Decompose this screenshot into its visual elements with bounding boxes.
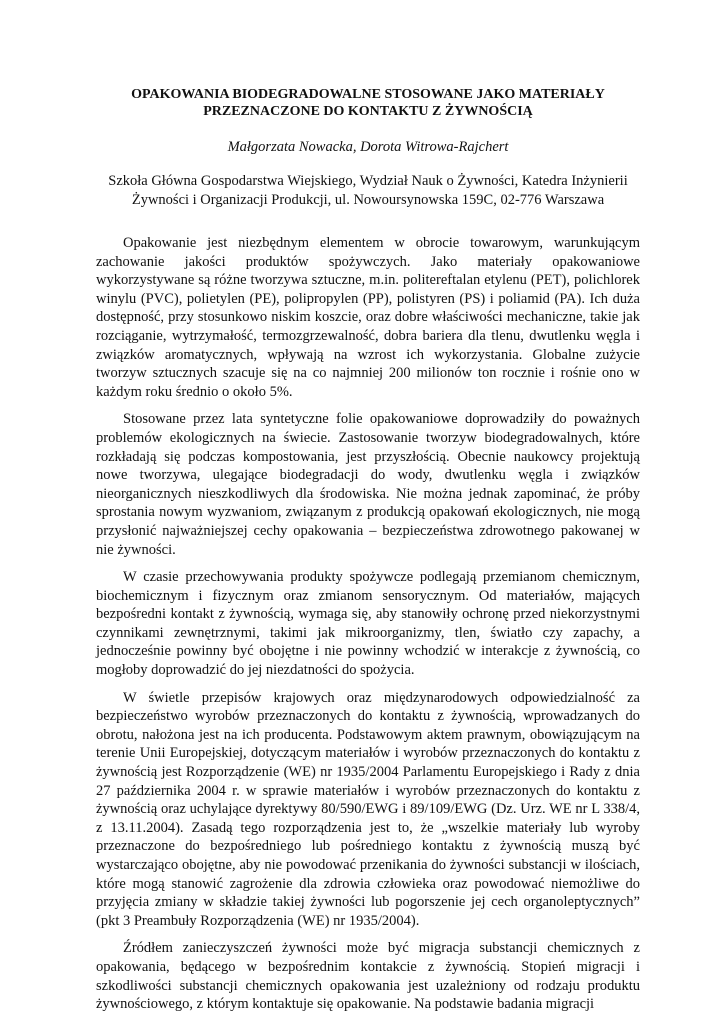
paper-title: OPAKOWANIA BIODEGRADOWALNE STOSOWANE JAKO MATERIAŁY PRZEZNACZONE DO KONTAKTU Z ŻYWNOŚCIĄ <box>131 87 605 119</box>
body-paragraph: Stosowane przez lata syntetyczne folie opakowaniowe doprowadziły do poważnych problemów ekologicznych na świecie. Zastosowanie tworzyw biodegradowalnych, które rozkładają się podczas kompostowania, jest przyszłością. Obecnie naukowcy projektują nowe tworzywa, ulegające biodegradacji do wody, dwutlenku węgla i związków nieorganicznych nieszkodliwych dla środowiska. Nie można jednak zapominać, że próby sprostania nowym wyzwaniom, związanym z produkcją opakowań ekologicznych, nie mogą przysłonić najważniejszej cechy opakowania – bezpieczeństwa zdrowotnego pakowanej w nie żywności. <box>96 411 640 558</box>
body-paragraph: Opakowanie jest niezbędnym elementem w obrocie towarowym, warunkującym zachowanie jakości produktów spożywczych. Jako materiały opakowaniowe wykorzystywane są różne tworzywa sztuczne, m.in. politereftalan etylenu (PET), polichlorek winylu (PVC), polietylen (PE), polipropylen (PP), polistyren (PS) i poliamid (PA). Ich duża dostępność, przy stosunkowo niskim koszcie, oraz dobre właściwości mechaniczne, takie jak rozciąganie, wytrzymałość, termozgrzewalność, dobra bariera dla tlenu, dwutlenku węgla i związków aromatycznych, wpływają na wzrost ich wykorzystania. Globalne zużycie tworzyw sztucznych szacuje się na co najmniej 200 milionów ton rocznie i rośnie ono w każdym roku średnio o około 5%. <box>96 235 640 400</box>
body-paragraph: Źródłem zanieczyszczeń żywności może być migracja substancji chemicznych z opakowania, będącego w bezpośrednim kontakcie z żywnością. Stopień migracji i szkodliwości substancji chemicznych opakowania jest uzależniony od rodzaju produktu żywnościowego, z którym kontaktuje się opakowanie. Na podstawie badania migracji <box>96 940 640 1013</box>
paper-authors: Małgorzata Nowacka, Dorota Witrowa-Rajchert <box>227 139 509 155</box>
paper-page <box>96 86 640 1023</box>
body-paragraph: W świetle przepisów krajowych oraz międzynarodowych odpowiedzialność za bezpieczeństwo wyrobów przeznaczonych do kontaktu z żywnością, wprowadzanych do obrotu, nałożona jest na ich producenta. Podstawowym aktem prawnym, obowiązującym na terenie Unii Europejskiej, dotyczącym materiałów i wyrobów przeznaczonych do kontaktu z żywnością jest Rozporządzenie (WE) nr 1935/2004 Parlamentu Europejskiego i Rady z dnia 27 października 2004 r. w sprawie materiałów i wyrobów przeznaczonych do kontaktu z żywnością oraz uchylające dyrektywy 80/590/EWG i 89/109/EWG (Dz. Urz. WE nr L 338/4, z 13.11.2004). Zasadą tego rozporządzenia jest to, że „wszelkie materiały lub wyroby przeznaczone do bezpośredniego lub pośredniego kontaktu z żywnością muszą być wystarczająco obojętne, aby nie powodować przenikania do żywności substancji w ilościach, które mogą stanowić zagrożenie dla zdrowia człowieka oraz powodować niemożliwe do przyjęcia zmiany w składzie takiej żywności lub pogorszenie jej cech organoleptycznych” (pkt 3 Preambuły Rozporządzenia (WE) nr 1935/2004). <box>96 689 640 929</box>
body-paragraph: W czasie przechowywania produkty spożywcze podlegają przemianom chemicznym, biochemicznym i fizycznym oraz zmianom sensorycznym. Od materiałów, mających bezpośredni kontakt z żywnością, wymaga się, aby stanowiły ochronę przed niekorzystnymi czynnikami zewnętrznymi, takimi jak mikroorganizmy, tlen, światło czy zapachy, a jednocześnie powinny być obojętne i nie powinny wchodzić w interakcje z żywnością, co mogłoby doprowadzić do jej niezdatności do spożycia. <box>96 569 640 679</box>
paper-body <box>96 234 640 1014</box>
paper-affiliation: Szkoła Główna Gospodarstwa Wiejskiego, Wydział Nauk o Żywności, Katedra Inżynierii Żywności i Organizacji Produkcji, ul. Nowoursynowska 159C, 02-776 Warszawa <box>108 173 628 208</box>
